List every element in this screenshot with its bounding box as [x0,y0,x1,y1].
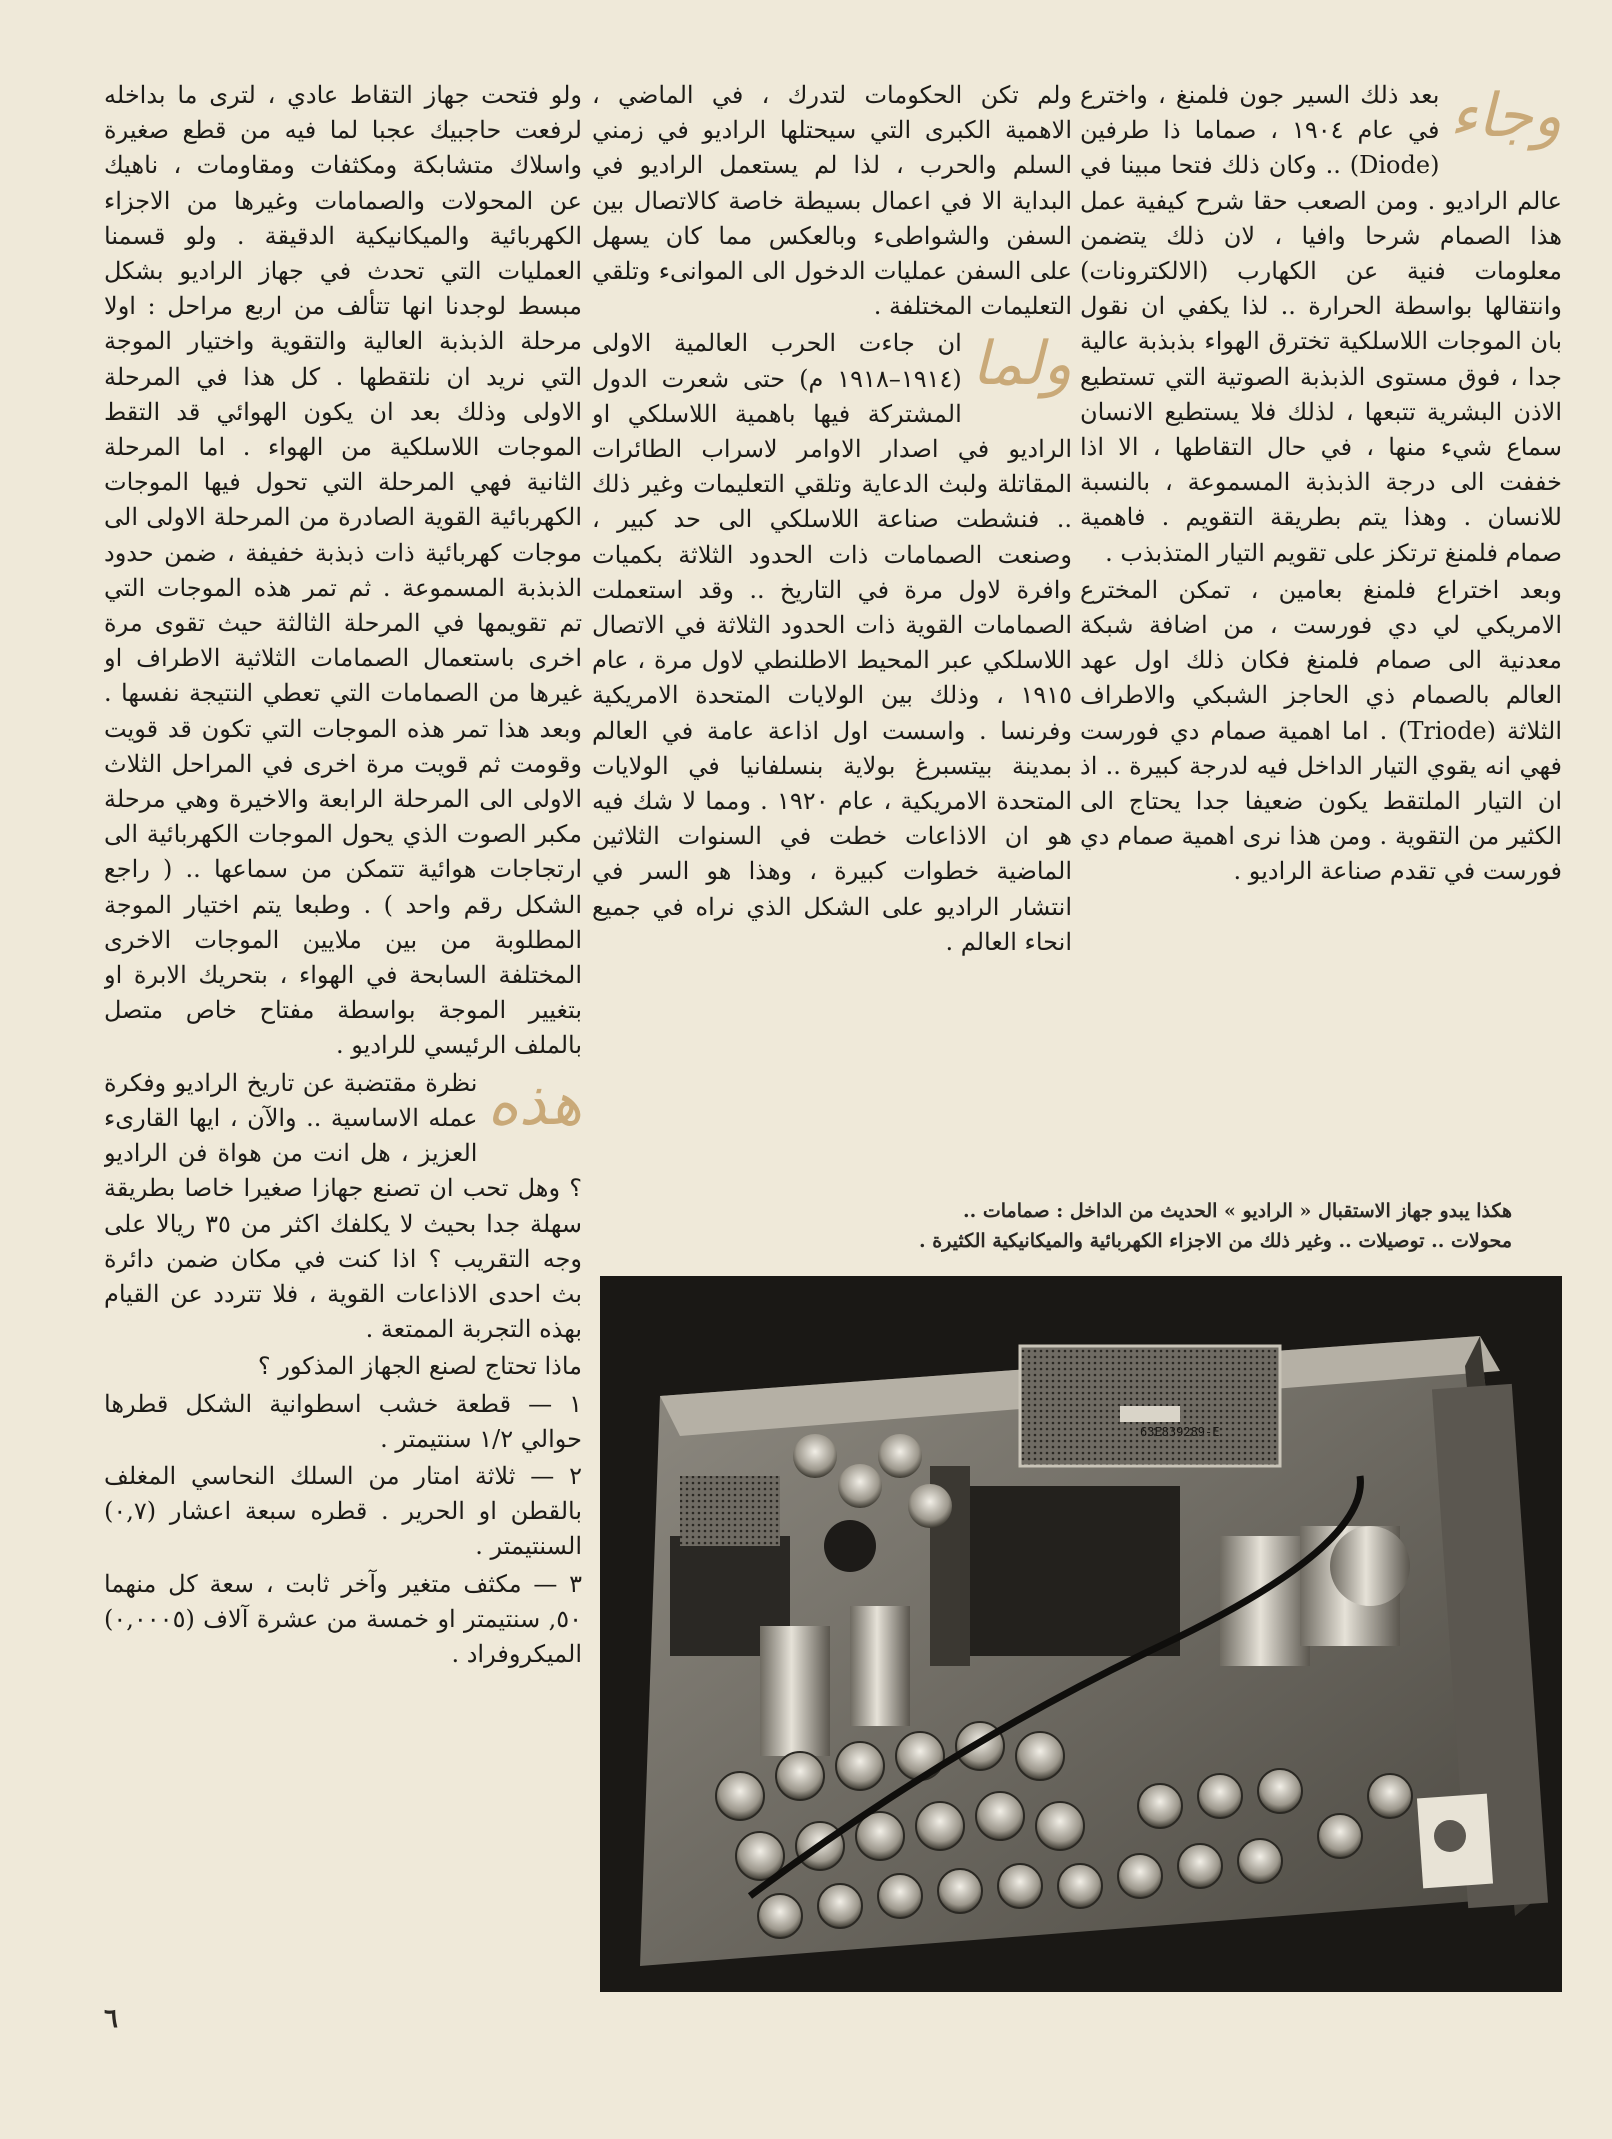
serial-label: 63E839289-E [1140,1425,1220,1439]
paragraph: نظرة مقتضبة عن تاريخ الراديو وفكرة عمله الاساسية .. والآن ، ايها القارىء العزيز ، هل انت من هواة فن الراديو ؟ وهل تحب ان تصنع جهازا صغيرا خاصا بطريقة سهلة جدا بحيث لا يكلفك اكثر من ٣٥ ريالا على وجه التقريب ؟ اذا كنت في مكان ضمن دائرة بث احدى الاذاعات القوية ، فلا تتردد عن القيام بهذه التجربة الممتعة . [104,1068,582,1344]
text-column-left [104,78,582,2038]
text-column-right [1080,78,1562,1188]
page-number: ٦ [104,2004,118,2034]
paragraph: ولو فتحت جهاز التقاط عادي ، لترى ما بداخله لرفعت حاجبيك عجبا لما فيه من قطع صغيرة واسلاك متشابكة ومكثفات ومقاومات ، ناهيك عن المحولات والصمامات وغيرها من الاجزاء الكهربائية والميكانيكية الدقيقة . ولو قسمنا العمليات التي تحدث في جهاز الراديو بشكل مبسط لوجدنا انها تتألف من اربع مراحل : اولا مرحلة الذبذبة العالية والتقوية واختيار الموجة التي نريد ان نلتقطها . كل هذا في المرحلة الاولى وذلك بعد ان يكون الهوائي قد التقط الموجات اللاسلكية من الهواء . اما المرحلة الثانية فهي المرحلة التي تحول فيها الموجات الكهربائية القوية الصادرة من المرحلة الاولى الى موجات كهربائية ذات ذبذبة خفيفة ، ضمن حدود الذبذبة المسموعة . ثم تمر هذه الموجات التي تم تقويمها في المرحلة الثالثة حيث تقوى مرة اخرى باستعمال الصمامات الثلاثية الاطراف او غيرها من الصمامات التي تعطي النتيجة نفسها . وبعد هذا تمر هذه الموجات التي تكون قد قويت وقومت ثم قويت مرة اخرى في المراحل الثلاث الاولى الى المرحلة الرابعة والاخيرة وهي مرحلة مكبر الصوت الذي يحول الموجات الكهربائية الى ارتجاجات هوائية تتمكن من سماعها .. ( راجع الشكل رقم واحد ) . وطبعا يتم اختيار الموجة المطلوبة من بين ملايين الموجات الاخرى المختلفة السابحة في الهواء ، بتحريك الابرة او بتغيير الموجة بواسطة مفتاح خاص متصل بالملف الرئيسي للراديو . [104,81,582,1060]
paragraph: ان جاءت الحرب العالمية الاولى (١٩١٤–١٩١٨ م) حتى شعرت الدول المشتركة فيها باهمية اللاسلكي او الراديو في اصدار الاوامر لاسراب الطائرات المقاتلة ولبث الدعاية وتلقي التعليمات وغير ذلك .. فنشطت صناعة اللاسلكي الى حد كبير ، وصنعت الصمامات ذات الحدود الثلاثة بكميات وافرة لاول مرة في التاريخ .. وقد استعملت الصمامات القوية ذات الحدود الثلاثة في الاتصال اللاسلكي عبر المحيط الاطلنطي لاول مرة ، عام ١٩١٥ ، وذلك بين الولايات المتحدة الامريكية وفرنسا . واسست اول اذاعة عامة في العالم بمدينة بيتسبرغ بولاية بنسلفانيا في الولايات المتحدة الامريكية ، عام ١٩٢٠ . ومما لا شك فيه هو ان الاذاعات خطت في السنوات الثلاثين الماضية خطوات كبيرة ، وهذا هو السر في انتشار الراديو على الشكل الذي نراه في جميع انحاء العالم . [592,329,1072,956]
text-column-middle [592,78,1072,1158]
list-item: ١ — قطعة خشب اسطوانية الشكل قطرها حوالي ١/٢ سنتيمتر . [104,1389,582,1453]
paragraph: وبعد اختراع فلمنغ بعامين ، تمكن المخترع الامريكي لي دي فورست ، من اضافة شبكة معدنية الى صمام فلمنغ فكان ذلك اول عهد العالم بالصمام ذي الحاجز الشبكي والاطراف الثلاثة (Triode) . اما اهمية صمام دي فورست فهي انه يقوي التيار الداخل فيه لدرجة كبيرة .. اذ ان التيار الملتقط يكون ضعيفا جدا يحتاج الى الكثير من التقوية . ومن هذا نرى اهمية صمام دي فورست في تقدم صناعة الراديو . [1080,575,1562,886]
photo-caption [600,1196,1512,1256]
radio-chassis-illustration [600,1276,1562,1992]
paragraph: ماذا تحتاج لصنع الجهاز المذكور ؟ [257,1352,582,1381]
caption-line: محولات .. توصيلات .. وغير ذلك من الاجزاء الكهربائية والميكانيكية الكثيرة . [918,1230,1512,1252]
decorative-initial-word: ولما [971,329,1072,400]
paragraph: بعد ذلك السير جون فلمنغ ، واخترع في عام ١٩٠٤ ، صماما ذا طرفين (Diode) .. وكان ذلك فتحا مبينا في عالم الراديو . ومن الصعب حقا شرح كيفية عمل هذا الصمام شرحا وافيا ، لان ذلك يتضمن معلومات فنية عن الكهارب (الالكترونات) وانتقالها بواسطة الحرارة .. لذا يكفي ان نقول بان الموجات اللاسلكية تخترق الهواء بذبذبة عالية جدا ، فوق مستوى الذبذبة الصوتية التي تستطيع الاذن البشرية تتبعها ، لذلك فلا يستطيع الانسان سماع شيء منها ، في حال التقاطها ، الا اذا خففت الى درجة الذبذبة المسموعة ، بالنسبة للانسان . وهذا يتم بطريقة التقويم . فاهمية صمام فلمنغ ترتكز على تقويم التيار المتذبذب . [1080,81,1562,567]
list-item: ٢ — ثلاثة امتار من السلك النحاسي المغلف بالقطن او الحرير . قطره سبعة اعشار (٠,٧) السنتيمتر . [104,1461,582,1561]
paragraph: ولم تكن الحكومات لتدرك ، في الماضي ، الاهمية الكبرى التي سيحتلها الراديو في زمني السلم والحرب ، لذا لم يستعمل الراديو في البداية الا في اعمال بسيطة خاصة كالاتصال بين السفن والشواطىء وبالعكس مما كان يسهل على السفن عمليات الدخول الى الموانىء وتلقي التعليمات المختلفة . [592,81,1072,321]
caption-line: هكذا يبدو جهاز الاستقبال « الراديو » الحديث من الداخل : صمامات .. [963,1200,1512,1222]
radio-chassis-photo [600,1276,1562,1992]
list-item: ٣ — مكثف متغير وآخر ثابت ، سعة كل منهما ٥٠, سنتيمتر او خمسة من عشرة آلاف (٠,٠٠٠٥) الميكروفراد . [104,1569,582,1668]
decorative-initial-word: هذه [487,1068,582,1139]
decorative-initial-word: وجاء [1449,81,1562,151]
